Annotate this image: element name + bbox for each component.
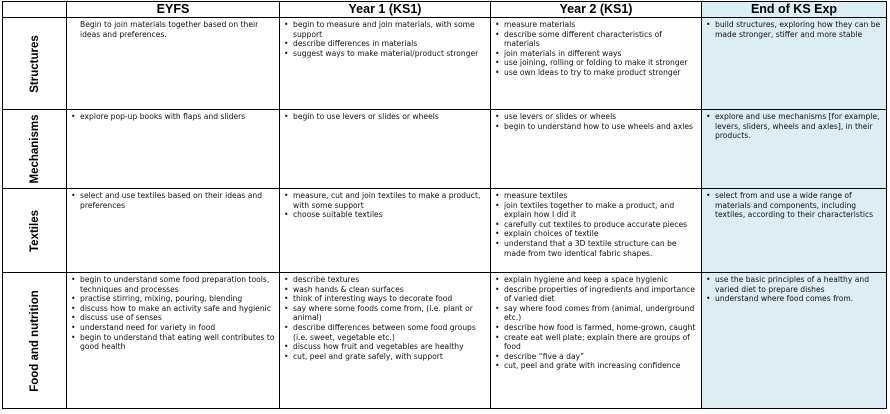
list-item: • use own ideas to try to make product stronger: [494, 68, 699, 78]
cell-year2: [491, 110, 702, 189]
list-item: • wash hands & clean surfaces: [283, 285, 488, 295]
list-item: • use joining, rolling or folding to make it stronger: [494, 58, 699, 68]
list-item: • measure materials: [494, 20, 699, 30]
cell-year1: [280, 110, 491, 189]
column-header-end-of-ks: End of KS Exp: [702, 2, 887, 18]
bullet-list: [702, 18, 886, 39]
list-item: • select and use textiles based on their ideas and preferences: [70, 191, 277, 210]
column-header-eyfs: EYFS: [67, 2, 280, 18]
list-item: • describe textures: [283, 275, 488, 285]
list-item: • choose suitable textiles: [283, 210, 488, 220]
list-item: • discuss use of senses: [70, 313, 277, 323]
list-item: • measure textiles: [494, 191, 699, 201]
list-item: • understand that a 3D textile structure can be made from two identical fabric shapes.: [494, 239, 699, 258]
row-label: Food and nutrition: [28, 289, 41, 392]
bullet-list: [702, 189, 886, 220]
bullet-list: [491, 273, 701, 371]
cell-year1: [280, 18, 491, 110]
header-row: [3, 2, 887, 18]
cell-year1: [280, 189, 491, 273]
table-row: [3, 110, 887, 189]
list-item: • understand need for variety in food: [70, 323, 277, 333]
list-item: • build structures, exploring how they can be made stronger, stiffer and more stable: [705, 20, 884, 39]
row-header-cell: [3, 189, 67, 273]
bullet-list: [280, 273, 490, 361]
list-item: • explore pop-up books with flaps and sliders: [70, 112, 277, 122]
list-item: • suggest ways to make material/product stronger: [283, 49, 488, 59]
list-item: • explain hygiene and keep a space hygienic: [494, 275, 699, 285]
list-item: • begin to understand that eating well contributes to good health: [70, 333, 277, 352]
bullet-list: [280, 189, 490, 220]
column-header-year2: Year 2 (KS1): [491, 2, 702, 18]
cell-end-of-ks: [702, 110, 887, 189]
row-header-cell: [3, 273, 67, 409]
bullet-list: [67, 18, 279, 39]
cell-end-of-ks: [702, 18, 887, 110]
cell-eyfs: [67, 18, 280, 110]
bullet-list: [491, 189, 701, 258]
bullet-list: [491, 18, 701, 78]
list-item: • think of interesting ways to decorate food: [283, 294, 488, 304]
cell-end-of-ks: [702, 189, 887, 273]
list-item: • carefully cut textiles to produce accurate pieces: [494, 220, 699, 230]
cell-year2: [491, 18, 702, 110]
bullet-list: [280, 110, 490, 122]
bullet-list: [702, 110, 886, 141]
bullet-list: [67, 273, 279, 352]
bullet-list: [491, 110, 701, 131]
list-item: • understand where food comes from.: [705, 294, 884, 304]
list-item: • begin to use levers or slides or wheels: [283, 112, 488, 122]
curriculum-table: [2, 1, 887, 409]
list-item: • describe some different characteristics of materials: [494, 30, 699, 49]
list-item: • join materials in different ways: [494, 49, 699, 59]
row-label: Structures: [28, 34, 41, 93]
list-item: • cut, peel and grate safely, with support: [283, 352, 488, 362]
column-header-year1: Year 1 (KS1): [280, 2, 491, 18]
cell-eyfs: [67, 110, 280, 189]
cell-end-of-ks: [702, 273, 887, 409]
list-item: • join textiles together to make a product, and explain how I did it: [494, 201, 699, 220]
list-item: • describe differences in materials: [283, 39, 488, 49]
list-item: • describe “five a day”: [494, 352, 699, 362]
list-item: • explain choices of textile: [494, 229, 699, 239]
list-item: • explore and use mechanisms [for example, levers, sliders, wheels and axles], in their products.: [705, 112, 884, 141]
list-item: • say where some foods come from, (i.e. plant or animal): [283, 304, 488, 323]
list-item: • begin to measure and join materials, with some support: [283, 20, 488, 39]
list-item: • describe properties of ingredients and importance of varied diet: [494, 285, 699, 304]
list-item: • describe how food is farmed, home-grown, caught: [494, 323, 699, 333]
bullet-list: [67, 189, 279, 210]
list-item: • say where food comes from (animal, underground etc.): [494, 304, 699, 323]
list-item: • discuss how to make an activity safe and hygienic: [70, 304, 277, 314]
row-header-cell: [3, 18, 67, 110]
list-item: • begin to understand how to use wheels and axles: [494, 122, 699, 132]
list-item: • use levers or slides or wheels: [494, 112, 699, 122]
bullet-list: [67, 110, 279, 122]
list-item: • use the basic principles of a healthy and varied diet to prepare dishes: [705, 275, 884, 294]
list-item: • select from and use a wide range of materials and components, including textiles, according to their characteristics: [705, 191, 884, 220]
row-header-cell: [3, 110, 67, 189]
table-row: [3, 189, 887, 273]
list-item: • cut, peel and grate with increasing confidence: [494, 361, 699, 371]
list-item: • describe differences between some food groups (i.e. sweet, vegetable etc.): [283, 323, 488, 342]
corner-cell: [3, 2, 67, 18]
cell-eyfs: [67, 273, 280, 409]
row-label: Mechanisms: [28, 114, 41, 184]
row-label: Textiles: [28, 209, 41, 252]
cell-year2: [491, 273, 702, 409]
cell-eyfs: [67, 189, 280, 273]
cell-year2: [491, 189, 702, 273]
bullet-list: [280, 18, 490, 58]
list-item: • discuss how fruit and vegetables are healthy: [283, 342, 488, 352]
bullet-list: [702, 273, 886, 304]
list-item: • create eat well plate; explain there are groups of food: [494, 333, 699, 352]
cell-year1: [280, 273, 491, 409]
list-item: • practise stirring, mixing, pouring, blending: [70, 294, 277, 304]
table-row: [3, 18, 887, 110]
list-item: • measure, cut and join textiles to make a product, with some support: [283, 191, 488, 210]
list-item: • begin to understand some food preparation tools, techniques and processes: [70, 275, 277, 294]
table-row: [3, 273, 887, 409]
list-item: Begin to join materials together based on their ideas and preferences.: [80, 20, 259, 39]
